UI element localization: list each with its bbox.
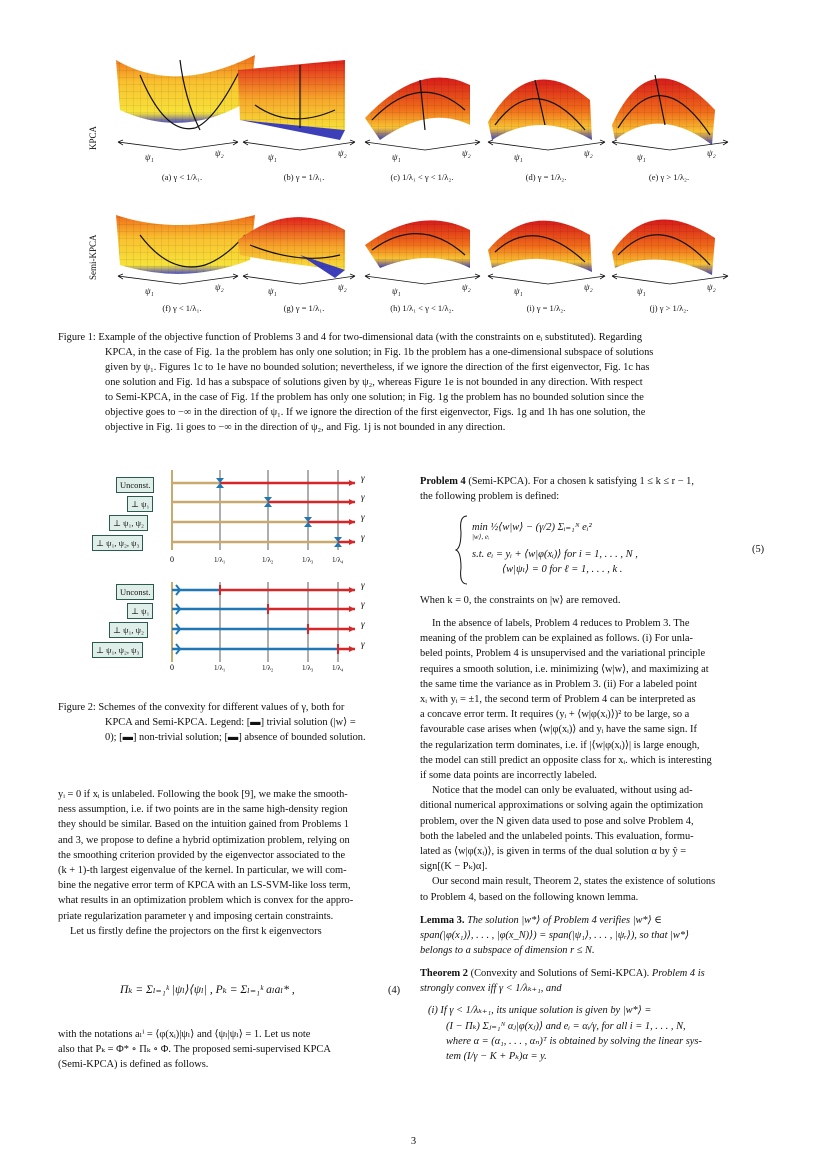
- arrow-head: [349, 606, 355, 612]
- text-line: yᵢ = 0 if xᵢ is unlabeled. Following the book [9], we make the smooth-: [58, 789, 348, 800]
- text-line: ditional numerical approximations or solving again the optimization: [420, 800, 704, 812]
- theorem-title: Theorem 2: [420, 968, 469, 979]
- text-line: bine the negative error term of KPCA with an LS-SVM-like loss term,: [58, 880, 351, 892]
- text-line: requires a smooth solution, i.e. minimizing ⟨w|w⟩, and maximizing at: [420, 663, 709, 675]
- lemma-3: [420, 913, 770, 959]
- psi2-label: ψ₂: [707, 148, 716, 158]
- figure1-caption-line: one solution and Fig. 1d has a subspace of solutions given by ψ₂, whereas Figure 1e is not bounded in any direction. With respect: [105, 377, 643, 388]
- text-line: sign[(K − Pₖ)α].: [420, 861, 488, 873]
- text-line: and 3, we propose to define a hybrid optimization problem, relying on: [58, 834, 350, 846]
- gamma-label: γ: [361, 619, 365, 629]
- arrow-head: [349, 587, 355, 593]
- text-line: what results in an optimization problem which is convex for the appro-: [58, 895, 354, 907]
- text-line: Our second main result, Theorem 2, states the existence of solutions: [432, 876, 716, 888]
- arrow-head: [349, 499, 355, 505]
- fig2-label-perp1-2: ⊥ ψ₁: [127, 603, 153, 619]
- caption-a: (a) γ < 1/λ₁.: [161, 172, 203, 182]
- text-line: priate regularization parameter γ and imposing certain constraints.: [58, 910, 334, 922]
- arrow-head: [349, 519, 355, 525]
- problem-subtitle: (Semi-KPCA).: [468, 476, 531, 487]
- plot-j: [612, 220, 715, 275]
- caption-g: (g) γ = 1/λ₁.: [283, 303, 325, 313]
- problem-4: [420, 474, 770, 504]
- text-line: meaning of the problem can be explained as follows. (i) For unla-: [420, 633, 693, 645]
- psi1-label: ψ₁: [514, 152, 523, 162]
- text-line: (k + 1)-th largest eigenvalue of the kernel. In particular, we will com-: [58, 865, 347, 877]
- fig2-label-unconst-1: Unconst.: [116, 477, 154, 493]
- right-paragraph-absence: [420, 616, 770, 905]
- arrow-head: [349, 539, 355, 545]
- equation-4-number: (4): [388, 985, 401, 996]
- text-line: to Problem 4, based on the following known lemma.: [420, 891, 639, 903]
- text-line: the regularization term dominates, i.e. if |⟨w|φ(xᵢ)⟩| is large enough,: [420, 739, 700, 751]
- axes-row2: [118, 274, 728, 284]
- text-line: xᵢ with yᵢ = ±1, the second term of Problem 4 can be interpreted as: [420, 694, 696, 706]
- text-line: (Semi-KPCA) is defined as follows.: [58, 1059, 209, 1071]
- tick-label: 1/λ₂: [262, 556, 274, 564]
- plot-d: [488, 80, 592, 140]
- figure1-caption-line: objective goes to −∞ in the direction of ψ₁. If we ignore the direction of the first eigenvector, Figs. 1g and 1h has one solution, the: [105, 407, 646, 418]
- equation-5-line: ⟨w|ψₗ⟩ = 0 for ℓ = 1, . . . , k .: [502, 564, 623, 576]
- left-paragraph-1: [58, 787, 403, 939]
- figure2-caption-line: 0); [▬] non-trivial solution; [▬] absence of bounded solution.: [105, 732, 366, 744]
- caption-h: (h) 1/λ₁ < γ < 1/λ₂.: [390, 303, 454, 313]
- figure1-caption: [58, 330, 770, 435]
- tick-label: 1/λ₁: [214, 664, 226, 672]
- psi2-label: ψ₂: [462, 148, 471, 158]
- tick-label: 1/λ₁: [214, 556, 226, 564]
- equation-5-subscript: |w⟩, eᵢ: [472, 533, 490, 542]
- figure1-caption-line: given by ψ₁. Figures 1c to 1e have no bounded solution; nevertheless, if we ignore the direction of the first eigenvector, Fig. 1c has: [105, 362, 650, 373]
- psi1-label: ψ₁: [514, 286, 523, 296]
- psi2-label: ψ₂: [584, 282, 593, 292]
- equation-5-line: min ½⟨w|w⟩ − (γ/2) Σᵢ₌₁ᴺ eᵢ²: [472, 522, 592, 533]
- fig2-label-perp12-1: ⊥ ψ₁, ψ₂: [109, 515, 148, 531]
- psi2-label: ψ₂: [462, 282, 471, 292]
- caption-f: (f) γ < 1/λ₁.: [162, 303, 202, 313]
- psi1-label: ψ₁: [637, 152, 646, 162]
- psi2-label: ψ₂: [215, 148, 224, 158]
- plot-c: [365, 77, 470, 140]
- text-line: Let us firstly define the projectors on the first k eigenvectors: [70, 925, 322, 937]
- theorem-line: where α = (α₁, . . . , αₙ)ᵀ is obtained by solving the linear sys-: [446, 1035, 702, 1047]
- tick-label: 1/λ₄: [332, 664, 344, 672]
- arrow-head: [349, 480, 355, 486]
- fig2-label-perp123-2: ⊥ ψ₁, ψ₂, ψ₃: [92, 642, 143, 658]
- psi1-label: ψ₁: [392, 152, 401, 162]
- problem-line: For a chosen k satisfying 1 ≤ k ≤ r − 1,: [532, 476, 694, 487]
- theorem-subtitle: (Convexity and Solutions of Semi-KPCA).: [470, 968, 650, 979]
- row-label-kpca: KPCA: [88, 125, 98, 150]
- equation-5-line: s.t. eᵢ = yᵢ + ⟨w|φ(xᵢ)⟩ for i = 1, . . . , N ,: [472, 549, 638, 561]
- caption-c: (c) 1/λ₁ < γ < 1/λ₂.: [390, 172, 454, 182]
- axes-row1: [118, 140, 728, 150]
- figure1-plots: [0, 0, 827, 320]
- gamma-label: γ: [361, 599, 365, 609]
- text-line: with the notations aₗⁱ = ⟨φ(xᵢ)|ψₗ⟩ and ⟨ψₗ|ψₗ⟩ = 1. Let us note: [58, 1029, 311, 1040]
- text-line: lated as ⟨w|φ(xᵢ)⟩, is given in terms of the dual solution α by ŷ =: [420, 846, 687, 858]
- tick-label: 1/λ₃: [302, 556, 314, 564]
- figure1-caption-line: to Semi-KPCA, in the case of Fig. 1f the problem has only one solution; in Fig. 1g the problem has no bounded solution since the: [105, 392, 644, 403]
- psi2-label: ψ₂: [215, 282, 224, 292]
- psi2-label: ψ₂: [338, 282, 347, 292]
- gamma-label: γ: [361, 532, 365, 542]
- text-line: both the labeled and the unlabeled points. This evaluation, formu-: [420, 830, 694, 842]
- plot-f: [116, 215, 255, 274]
- psi2-label: ψ₂: [338, 148, 347, 158]
- psi1-label: ψ₁: [392, 286, 401, 296]
- text-line: problem, over the N given data used to pose and solve Problem 4,: [420, 815, 694, 827]
- text-line: they should be similar. Based on the intuition gained from Problems 1: [58, 819, 349, 831]
- page-number: 3: [410, 1136, 417, 1147]
- psi1-label: ψ₁: [145, 286, 154, 296]
- gamma-label: γ: [361, 492, 365, 502]
- zero-label: 0: [170, 663, 174, 672]
- gamma-label: γ: [361, 512, 365, 522]
- psi1-label: ψ₁: [268, 286, 277, 296]
- text-line: a concave error term. It requires (yᵢ + ⟨w|φ(xᵢ)⟩)² to be large, so a: [420, 709, 690, 721]
- figure2-caption: [58, 700, 403, 746]
- text-line: also that Pₖ = Φ* ∘ Πₖ ∘ Φ. The proposed semi-supervised KPCA: [58, 1044, 331, 1056]
- equation-5: [472, 520, 752, 578]
- plot-b: [238, 60, 345, 140]
- gamma-label: γ: [361, 580, 365, 590]
- arrow-head: [349, 626, 355, 632]
- gamma-label: γ: [361, 473, 365, 483]
- arrow-head: [349, 646, 355, 652]
- tick-label: 1/λ₂: [262, 664, 274, 672]
- theorem-tail: Problem 4 is: [651, 968, 705, 979]
- theorem-line: (I − Πₖ) Σⱼ₌₁ᴺ αⱼ|φ(xⱼ)⟩ and eᵢ = αᵢ/γ, for all i = 1, . . . , N,: [446, 1020, 686, 1032]
- text-line: the same time the variance as in Problem 3. (ii) For a labeled point: [420, 678, 698, 690]
- theorem-line: strongly convex iff γ < 1/λₖ₊₁, and: [420, 983, 562, 995]
- text-line: Notice that the model can only be evaluated, without using ad-: [432, 785, 693, 797]
- figure2-caption-line: KPCA and Semi-KPCA. Legend: [▬] trivial solution (|w⟩ =: [105, 717, 356, 729]
- fig2-label-perp12-2: ⊥ ψ₁, ψ₂: [109, 622, 148, 638]
- caption-j: (j) γ > 1/λ₂.: [649, 303, 689, 313]
- plot-i: [488, 221, 592, 272]
- text-line: the model can still predict an opposite class for xᵢ. which is interesting: [420, 754, 712, 766]
- caption-b: (b) γ = 1/λ₁.: [283, 172, 325, 182]
- equation-4: Πₖ = Σₗ₌₁ᵏ |ψₗ⟩⟨ψₗ| , Pₖ = Σₗ₌₁ᵏ aₗaₗ* ,: [120, 984, 295, 996]
- psi1-label: ψ₁: [145, 152, 154, 162]
- figure1-caption-line: Figure 1: Example of the objective function of Problems 3 and 4 for two-dimensional data (with the constraints on eᵢ substituted). Regarding: [58, 332, 643, 343]
- right-paragraph-k0: When k = 0, the constraints on |w⟩ are removed.: [420, 595, 621, 606]
- caption-i: (i) γ = 1/λ₂.: [526, 303, 566, 313]
- fig2-label-perp1-1: ⊥ ψ₁: [127, 496, 153, 512]
- tick-label: 1/λ₄: [332, 556, 344, 564]
- fig2-label-unconst-2: Unconst.: [116, 584, 154, 600]
- equation-5-number: (5): [752, 544, 765, 555]
- text-line: In the absence of labels, Problem 4 reduces to Problem 3. The: [432, 618, 690, 629]
- lemma-line: belongs to a subspace of dimension r ≤ N.: [420, 945, 595, 957]
- brace-icon: [455, 514, 469, 586]
- caption-d: (d) γ = 1/λ₂.: [525, 172, 567, 182]
- lemma-line: span(|φ(x₁)⟩, . . . , |φ(x_N)⟩) = span(|ψ₁⟩, . . . , |ψᵣ⟩), so that |w*⟩: [420, 930, 690, 942]
- figure1-caption-line: objective in Fig. 1i goes to −∞ in the direction of ψ₂, and Fig. 1j is not bounded in any direction.: [105, 422, 506, 433]
- figure2-caption-line: Figure 2: Schemes of the convexity for different values of γ, both for: [58, 702, 345, 713]
- plot-e: [612, 75, 715, 145]
- text-line: beled points, Problem 4 is unsupervised and the variational principle: [420, 648, 706, 660]
- figure1-caption-line: KPCA, in the case of Fig. 1a the problem has only one solution; in Fig. 1b the problem has a one-dimensional subspace of solutions: [105, 347, 654, 358]
- plot-g: [238, 217, 345, 278]
- psi1-label: ψ₁: [268, 152, 277, 162]
- problem-title: Problem 4: [420, 476, 466, 487]
- psi1-label: ψ₁: [637, 286, 646, 296]
- text-line: if some data points are incorrectly labeled.: [420, 770, 597, 782]
- psi2-label: ψ₂: [707, 282, 716, 292]
- psi2-label: ψ₂: [584, 148, 593, 158]
- left-paragraph-3: [58, 1027, 403, 1073]
- text-line: favourable case arises when ⟨w|φ(xᵢ)⟩ and yᵢ have the same sign. If: [420, 724, 697, 736]
- theorem-line: (i) If γ < 1/λₖ₊₁, its unique solution is given by |w*⟩ =: [428, 1005, 652, 1017]
- plot-h: [365, 220, 470, 268]
- gamma-label: γ: [361, 639, 365, 649]
- caption-e: (e) γ > 1/λ₂.: [648, 172, 690, 182]
- plot-a: [116, 55, 255, 130]
- text-line: the smoothing criterion provided by the eigenvector associated to the: [58, 849, 346, 861]
- zero-label: 0: [170, 555, 174, 564]
- fig2-label-perp123-1: ⊥ ψ₁, ψ₂, ψ₃: [92, 535, 143, 551]
- row-label-semi-kpca: Semi-KPCA: [88, 234, 98, 280]
- theorem-line: tem (I/γ − K + Pₖ)α = y.: [446, 1051, 547, 1063]
- text-line: ness assumption, i.e. if two points are in the same high-density region: [58, 804, 348, 816]
- lemma-title: Lemma 3.: [420, 915, 465, 926]
- problem-line: the following problem is defined:: [420, 491, 560, 503]
- tick-label: 1/λ₃: [302, 664, 314, 672]
- lemma-line: The solution |w*⟩ of Problem 4 verifies |w*⟩ ∈: [467, 915, 662, 926]
- theorem-2: [420, 966, 770, 1064]
